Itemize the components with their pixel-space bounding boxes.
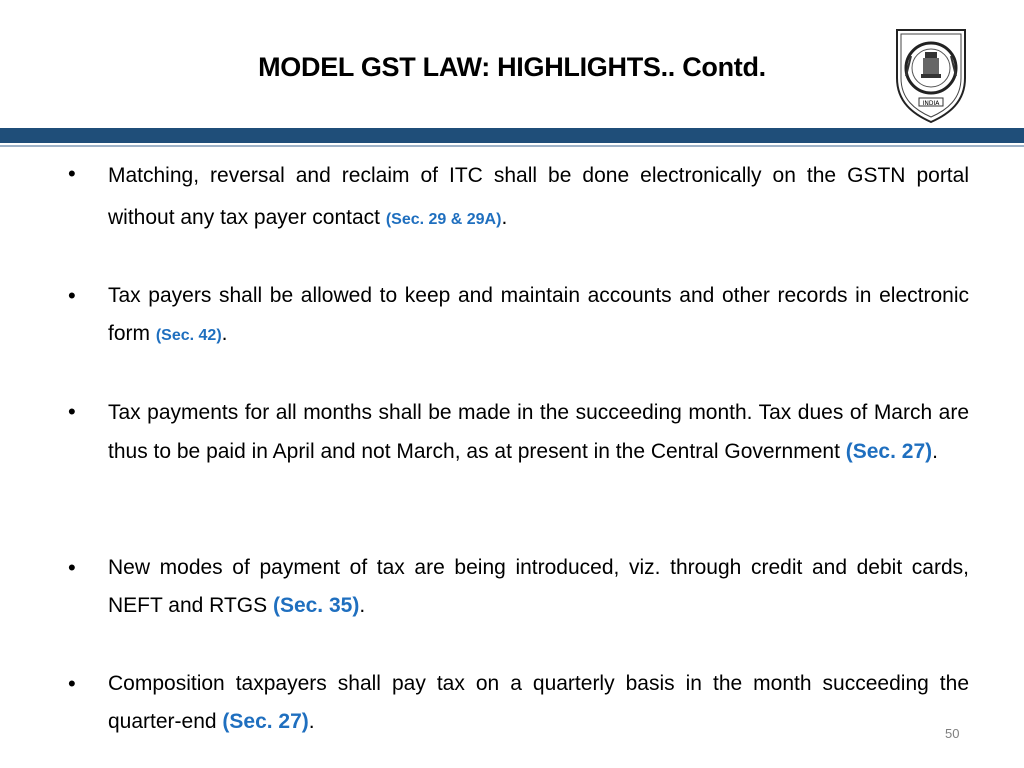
bullet-text: New modes of payment of tax are being introduced, viz. through credit and debit cards, NEFT and RTGS (Sec. 35). xyxy=(108,556,969,617)
section-reference: (Sec. 35) xyxy=(272,594,360,617)
section-reference: (Sec. 42) xyxy=(155,327,222,344)
bullet-text: Composition taxpayers shall pay tax on a quarterly basis in the month succeeding the quarter-end (Sec. 27). xyxy=(108,672,969,733)
section-reference: (Sec. 27) xyxy=(845,440,933,463)
section-reference: (Sec. 27) xyxy=(222,710,309,733)
section-reference: (Sec. 29 & 29A) xyxy=(385,211,502,228)
bullet-icon: • xyxy=(68,555,76,580)
bullet-text: Matching, reversal and reclaim of ITC shall be done electronically on the GSTN portal without any tax payer contact (Sec. 29 & 29A). xyxy=(108,164,969,229)
emblem-logo xyxy=(889,26,973,124)
svg-text:INDIA: INDIA xyxy=(922,100,940,107)
header-band xyxy=(0,128,1024,143)
bullet-text: Tax payers shall be allowed to keep and maintain accounts and other records in electronic form (Sec. 42). xyxy=(108,284,969,345)
bullet-icon: • xyxy=(68,399,76,424)
bullet-text: Tax payments for all months shall be made in the succeeding month. Tax dues of March are thus to be paid in April and not March, as at present in the Central Government (Sec. 27). xyxy=(108,401,969,463)
header-rule xyxy=(0,145,1024,147)
bullet-icon: • xyxy=(68,161,76,186)
bullet-icon: • xyxy=(68,671,76,696)
slide-title: MODEL GST LAW: HIGHLIGHTS.. Contd. xyxy=(258,52,766,82)
page-number: 50 xyxy=(945,726,960,741)
bullet-icon: • xyxy=(68,283,76,308)
